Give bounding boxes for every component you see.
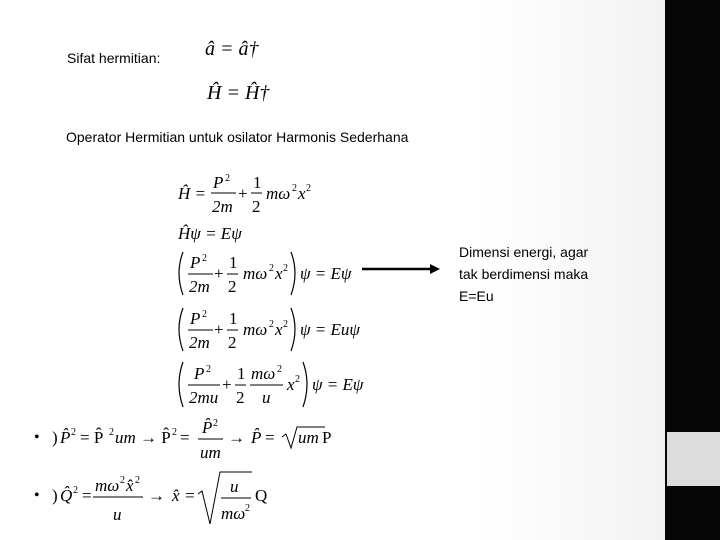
- svg-text:= P̂: = P̂: [80, 428, 104, 447]
- svg-text:mω: mω: [221, 504, 246, 523]
- svg-text:→: →: [228, 428, 245, 447]
- svg-text:um: um: [115, 428, 136, 447]
- svg-text:2: 2: [228, 333, 237, 352]
- svg-text:mω: mω: [243, 320, 268, 339]
- svg-text:x: x: [298, 184, 306, 203]
- expanded-equation-3: [179, 362, 364, 407]
- svg-text:2: 2: [225, 173, 230, 184]
- svg-text:x: x: [275, 320, 283, 339]
- svg-text:2: 2: [236, 388, 245, 407]
- svg-text:Ĥψ = Eψ: Ĥψ = Eψ: [178, 224, 242, 243]
- svg-text:=: =: [185, 486, 195, 505]
- sidebar-accent-block: [667, 432, 720, 486]
- svg-text:2: 2: [135, 475, 140, 486]
- svg-text:1: 1: [237, 364, 246, 383]
- svg-text:+: +: [214, 320, 224, 339]
- svg-text:P: P: [190, 309, 201, 328]
- svg-text:2: 2: [292, 183, 297, 194]
- svg-text:2: 2: [306, 183, 311, 194]
- svg-text:ψ = Eψ: ψ = Eψ: [300, 264, 352, 283]
- svg-text:=: =: [180, 428, 190, 447]
- svg-text:ψ = Euψ: ψ = Euψ: [300, 320, 360, 339]
- bullet-1: •: [34, 429, 40, 446]
- svg-text:2: 2: [73, 485, 78, 496]
- svg-text:P: P: [322, 428, 332, 447]
- svg-text:2: 2: [283, 319, 288, 330]
- expanded-equation-1: [179, 252, 352, 296]
- svg-text:u: u: [113, 505, 122, 524]
- svg-text:u: u: [262, 388, 271, 407]
- svg-text:2mu: 2mu: [189, 388, 219, 407]
- svg-text:2: 2: [269, 319, 274, 330]
- svg-text:2: 2: [202, 309, 207, 320]
- svg-text:x̂: x̂: [126, 476, 134, 495]
- svg-text:=: =: [265, 428, 275, 447]
- svg-text:2: 2: [252, 197, 261, 216]
- operator-title: Operator Hermitian untuk osilator Harmonis Sederhana: [66, 129, 409, 145]
- svg-text:2: 2: [213, 418, 218, 429]
- note-line-3: E=Eu: [459, 288, 494, 304]
- svg-text:ψ = Eψ: ψ = Eψ: [312, 375, 364, 394]
- svg-text:=: =: [82, 486, 92, 505]
- svg-text:1: 1: [229, 253, 238, 272]
- hermitian-h-equation: Ĥ = Ĥ†: [207, 82, 270, 104]
- svg-text:2m: 2m: [212, 197, 233, 216]
- svg-text:2: 2: [295, 374, 300, 385]
- arrow-to-note: [362, 264, 440, 274]
- svg-text:2: 2: [206, 364, 211, 375]
- svg-text:P̂: P̂: [60, 428, 71, 447]
- svg-text:1: 1: [253, 173, 262, 192]
- svg-text:P: P: [194, 364, 205, 383]
- momentum-substitution: [52, 418, 331, 462]
- svg-text:): ): [52, 486, 58, 505]
- svg-text:mω: mω: [251, 364, 276, 383]
- svg-text:2: 2: [228, 277, 237, 296]
- svg-text:2: 2: [202, 253, 207, 264]
- svg-text:P̂: P̂: [251, 428, 262, 447]
- svg-text:+: +: [222, 375, 232, 394]
- svg-text:): ): [52, 428, 58, 447]
- svg-text:x̂: x̂: [172, 486, 180, 505]
- svg-text:+: +: [238, 184, 248, 203]
- expanded-equation-2: [179, 308, 360, 352]
- svg-text:+: +: [214, 264, 224, 283]
- svg-text:um: um: [200, 443, 221, 462]
- svg-text:mω: mω: [243, 264, 268, 283]
- note-line-1: Dimensi energi, agar: [459, 244, 589, 260]
- bullet-2: •: [34, 487, 40, 504]
- svg-text:P: P: [190, 253, 201, 272]
- sifat-hermitian-label: Sifat hermitian:: [67, 50, 161, 66]
- position-substitution: [52, 472, 267, 524]
- note-line-2: tak berdimensi maka: [459, 266, 589, 282]
- svg-text:2m: 2m: [189, 277, 210, 296]
- svg-text:Ĥ =: Ĥ =: [178, 184, 206, 203]
- svg-text:2: 2: [120, 475, 125, 486]
- svg-text:x: x: [287, 375, 295, 394]
- svg-text:2: 2: [172, 427, 177, 438]
- svg-text:→ P̂: → P̂: [140, 428, 171, 447]
- svg-text:2: 2: [269, 263, 274, 274]
- svg-text:x: x: [275, 264, 283, 283]
- svg-text:Q̂: Q̂: [60, 486, 73, 505]
- svg-text:2: 2: [283, 263, 288, 274]
- svg-text:P: P: [213, 173, 224, 192]
- svg-text:mω: mω: [266, 184, 291, 203]
- svg-text:2: 2: [245, 503, 250, 514]
- hermitian-a-equation: â = â†: [205, 38, 259, 60]
- hamiltonian-equation: [177, 173, 311, 216]
- svg-text:→: →: [148, 486, 165, 505]
- svg-text:Q: Q: [255, 486, 268, 505]
- svg-text:1: 1: [229, 309, 238, 328]
- schrodinger-equation: [177, 224, 242, 243]
- svg-text:2: 2: [71, 427, 76, 438]
- svg-text:mω: mω: [95, 476, 120, 495]
- svg-text:u: u: [230, 477, 239, 496]
- svg-text:2: 2: [277, 364, 282, 375]
- svg-text:2: 2: [109, 427, 114, 438]
- svg-text:P̂: P̂: [202, 418, 213, 437]
- svg-text:2m: 2m: [189, 333, 210, 352]
- svg-text:um: um: [298, 428, 319, 447]
